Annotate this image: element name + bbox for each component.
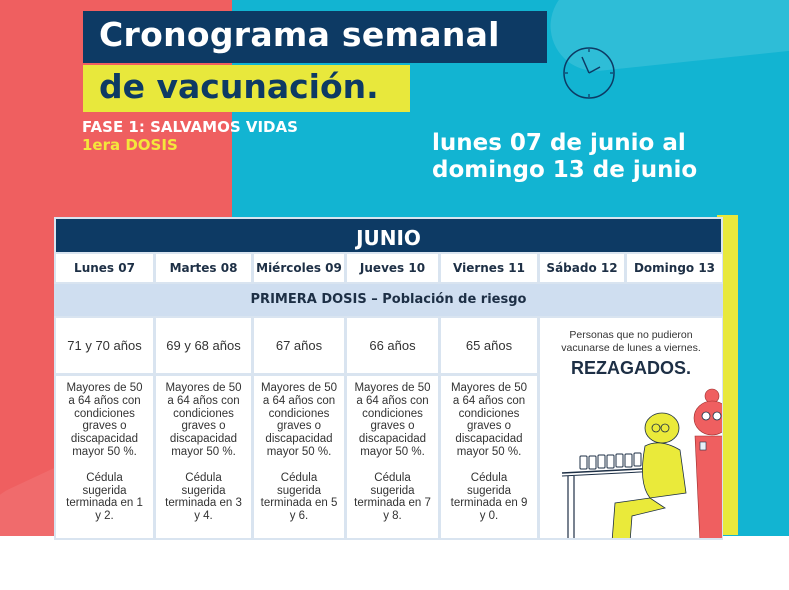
phase-label: FASE 1: SALVAMOS VIDAS <box>82 118 298 136</box>
day-header: Sábado 12 <box>540 254 624 282</box>
day-column <box>254 318 344 538</box>
clock-icon <box>561 45 617 101</box>
day-header: Jueves 10 <box>347 254 438 282</box>
detail-cell: Mayores de 50 a 64 años con condiciones graves o discapacidad mayor 50 %. Cédula sugerida terminada en 5 y 6. <box>254 376 344 538</box>
schedule-table <box>54 217 723 540</box>
detail-cell: Mayores de 50 a 64 años con condiciones graves o discapacidad mayor 50 %. Cédula sugerida terminada en 1 y 2. <box>56 376 153 538</box>
rezagados-label: REZAGADOS. <box>570 358 691 378</box>
subtitle-banner <box>83 65 410 112</box>
day-column <box>56 318 153 538</box>
day-column <box>156 318 251 538</box>
date-range-line2: domingo 13 de junio <box>432 157 698 183</box>
dose-label: 1era DOSIS <box>82 136 178 154</box>
page-subtitle: de vacunación. <box>99 67 379 106</box>
date-range-line1: lunes 07 de junio al <box>432 130 686 156</box>
day-header: Miércoles 09 <box>254 254 344 282</box>
age-group: 66 años <box>347 318 438 373</box>
day-header: Martes 08 <box>156 254 251 282</box>
age-group: 65 años <box>441 318 537 373</box>
title-banner <box>83 11 547 63</box>
schedule-body <box>54 316 723 540</box>
age-group: 69 y 68 años <box>156 318 251 373</box>
age-group: 71 y 70 años <box>56 318 153 373</box>
month-header: JUNIO <box>54 217 723 252</box>
detail-cell: Mayores de 50 a 64 años con condiciones graves o discapacidad mayor 50 %. Cédula sugerida terminada en 9 y 0. <box>441 376 537 538</box>
age-group: 67 años <box>254 318 344 373</box>
day-header: Domingo 13 <box>627 254 722 282</box>
page-title: Cronograma semanal <box>99 15 500 54</box>
weekend-text: Personas que no pudieron vacunarse de lunes a viernes. REZAGADOS. <box>540 329 722 378</box>
weekend-cell <box>540 318 722 538</box>
day-column <box>347 318 438 538</box>
vaccination-illustration <box>540 318 722 538</box>
day-header: Lunes 07 <box>56 254 153 282</box>
detail-cell: Mayores de 50 a 64 años con condiciones graves o discapacidad mayor 50 %. Cédula sugerida terminada en 7 y 8. <box>347 376 438 538</box>
date-range <box>432 130 697 184</box>
day-header: Viernes 11 <box>441 254 537 282</box>
days-row <box>54 252 723 284</box>
dose-band: PRIMERA DOSIS – Población de riesgo <box>54 284 723 316</box>
detail-cell: Mayores de 50 a 64 años con condiciones graves o discapacidad mayor 50 %. Cédula sugerida terminada en 3 y 4. <box>156 376 251 538</box>
day-column <box>441 318 537 538</box>
